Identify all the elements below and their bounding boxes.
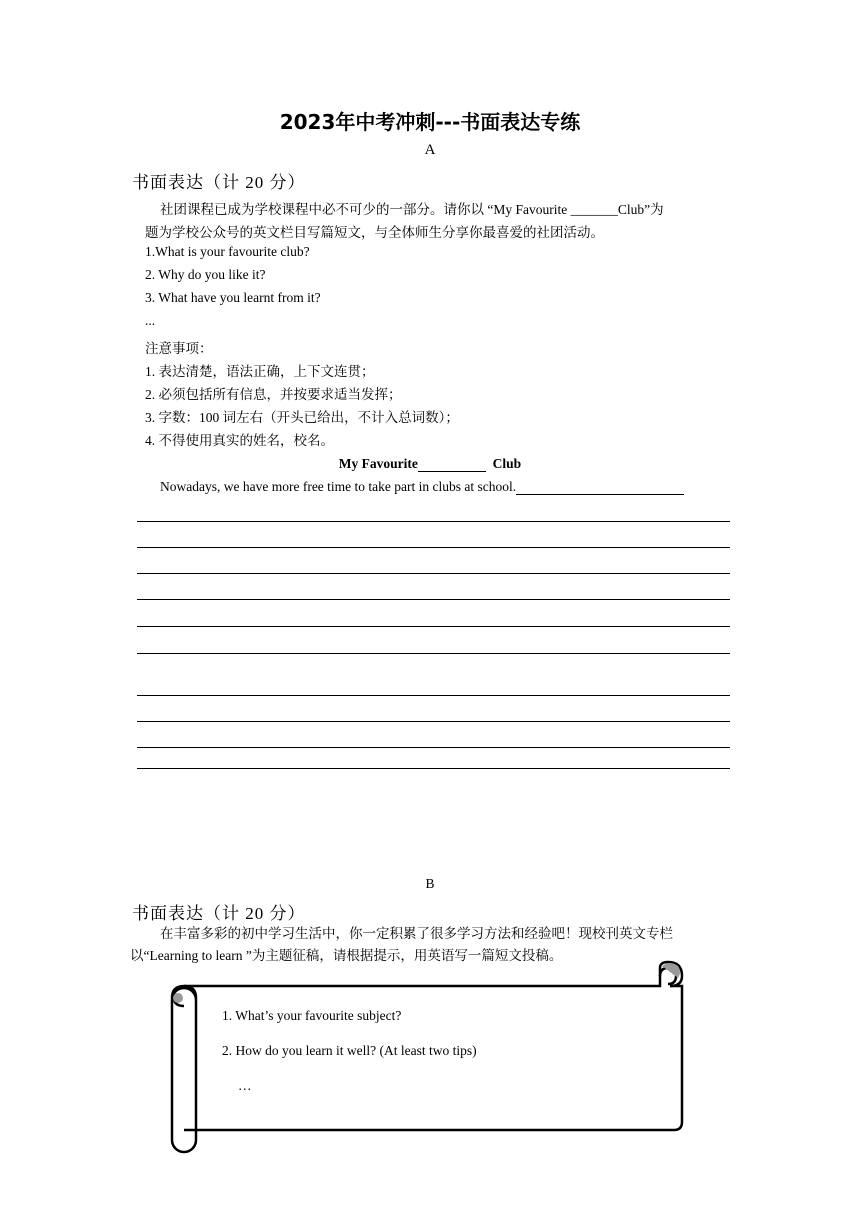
prompt-ellipsis: … — [238, 1078, 252, 1093]
section-a-intro-line2: 题为学校公众号的英文栏目写篇短文，与全体师生分享你最喜爱的社团活动。 — [145, 225, 604, 240]
note-4: 4. 不得使用真实的姓名，校名。 — [145, 433, 334, 448]
writing-line[interactable] — [137, 547, 730, 548]
writing-line[interactable] — [137, 653, 730, 654]
section-b-intro-line2: 以“Learning to learn ”为主题征稿，请根据提示，用英语写一篇短文投稿。 — [130, 948, 563, 963]
question-2: 2. Why do you like it? — [145, 267, 266, 282]
section-b-heading: 书面表达（计 20 分） — [132, 904, 306, 923]
essay-opening-blank[interactable] — [516, 482, 684, 495]
section-a-letter: A — [424, 142, 436, 158]
notes-heading: 注意事项： — [145, 341, 213, 356]
question-ellipsis: ... — [145, 313, 156, 328]
essay-title-suffix: Club — [492, 456, 522, 471]
writing-line[interactable] — [137, 695, 730, 696]
question-3: 3. What have you learnt from it? — [145, 290, 321, 305]
essay-opening — [160, 479, 684, 495]
writing-line[interactable] — [137, 747, 730, 748]
writing-line[interactable] — [137, 768, 730, 769]
scroll-left-curl — [173, 993, 183, 1003]
writing-line[interactable] — [137, 721, 730, 722]
essay-title — [0, 456, 860, 472]
section-a-heading: 书面表达（计 20 分） — [132, 173, 306, 192]
note-3: 3. 字数：100 词左右（开头已给出，不计入总词数）； — [145, 410, 459, 425]
section-a-intro-line1: 社团课程已成为学校课程中必不可少的一部分。请你以 “My Favourite _______Club”为 — [160, 202, 664, 217]
prompt-2: 2. How do you learn it well? (At least two tips) — [222, 1043, 477, 1058]
section-b-letter: B — [425, 876, 435, 891]
note-1: 1. 表达清楚，语法正确，上下文连贯； — [145, 364, 375, 379]
writing-line[interactable] — [137, 573, 730, 574]
writing-line[interactable] — [137, 626, 730, 627]
essay-title-prefix: My Favourite — [338, 456, 418, 471]
question-1: 1.What is your favourite club? — [145, 244, 310, 259]
page-title: 2023年中考冲刺---书面表达专练 — [279, 110, 581, 134]
essay-title-blank[interactable] — [418, 457, 486, 472]
essay-opening-text: Nowadays, we have more free time to take part in clubs at school. — [160, 479, 517, 494]
writing-line[interactable] — [137, 521, 730, 522]
section-b-intro-line1: 在丰富多彩的初中学习生活中，你一定积累了很多学习方法和经验吧！现校刊英文专栏 — [160, 926, 673, 941]
writing-line[interactable] — [137, 599, 730, 600]
prompt-1: 1. What’s your favourite subject? — [222, 1008, 402, 1023]
note-2: 2. 必须包括所有信息，并按要求适当发挥； — [145, 387, 402, 402]
